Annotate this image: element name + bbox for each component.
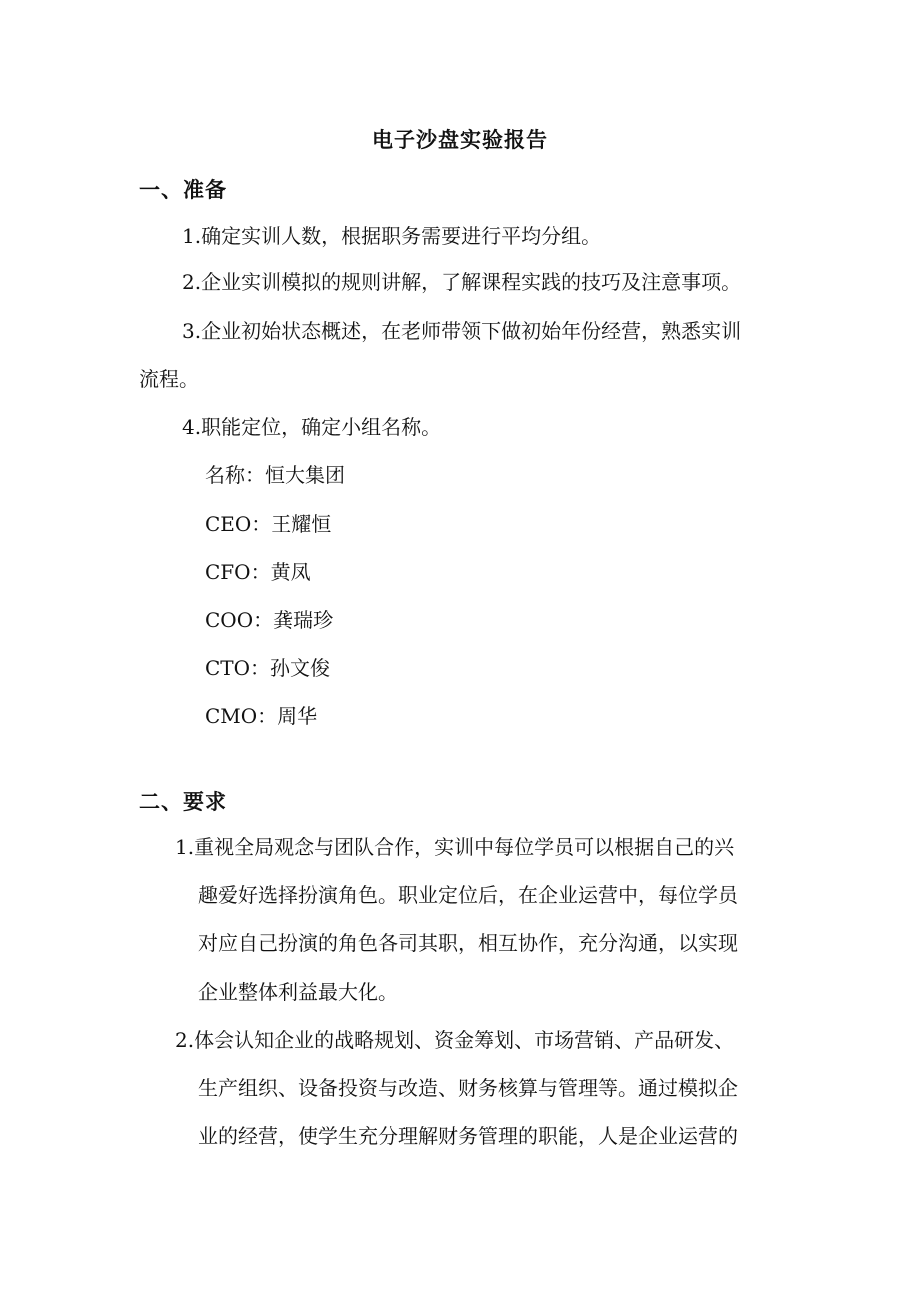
roster-team-name: 名称：恒大集团 xyxy=(205,463,345,487)
req-item-2-line-3: 业的经营，使学生充分理解财务管理的职能，人是企业运营的 xyxy=(198,1124,738,1148)
roster-ceo: CEO：王耀恒 xyxy=(205,512,332,536)
prep-item-4: 4.职能定位，确定小组名称。 xyxy=(182,415,442,439)
req-item-2-line-1: 2.体会认知企业的战略规划、资金筹划、市场营销、产品研发、 xyxy=(175,1028,735,1052)
req-item-1-line-2: 趣爱好选择扮演角色。职业定位后，在企业运营中，每位学员 xyxy=(198,883,738,907)
req-item-1-line-3: 对应自己扮演的角色各司其职，相互协作，充分沟通，以实现 xyxy=(198,931,738,955)
req-item-1-line-1: 1.重视全局观念与团队合作，实训中每位学员可以根据自己的兴 xyxy=(175,835,735,859)
prep-item-3: 3.企业初始状态概述，在老师带领下做初始年份经营，熟悉实训 xyxy=(182,319,742,343)
roster-cfo: CFO：黄凤 xyxy=(205,560,311,584)
document-title: 电子沙盘实验报告 xyxy=(372,128,548,152)
roster-coo: COO：龚瑞珍 xyxy=(205,608,334,632)
roster-cmo: CMO：周华 xyxy=(205,704,318,728)
prep-item-3-continued: 流程。 xyxy=(139,367,199,391)
prep-item-1: 1.确定实训人数，根据职务需要进行平均分组。 xyxy=(182,224,602,248)
req-item-2-line-2: 生产组织、设备投资与改造、财务核算与管理等。通过模拟企 xyxy=(198,1076,738,1100)
section-heading-requirements: 二、要求 xyxy=(139,790,227,814)
prep-item-2: 2.企业实训模拟的规则讲解，了解课程实践的技巧及注意事项。 xyxy=(182,270,742,294)
roster-cto: CTO：孙文俊 xyxy=(205,656,331,680)
section-heading-preparation: 一、准备 xyxy=(139,178,227,202)
req-item-1-line-4: 企业整体利益最大化。 xyxy=(198,980,398,1004)
